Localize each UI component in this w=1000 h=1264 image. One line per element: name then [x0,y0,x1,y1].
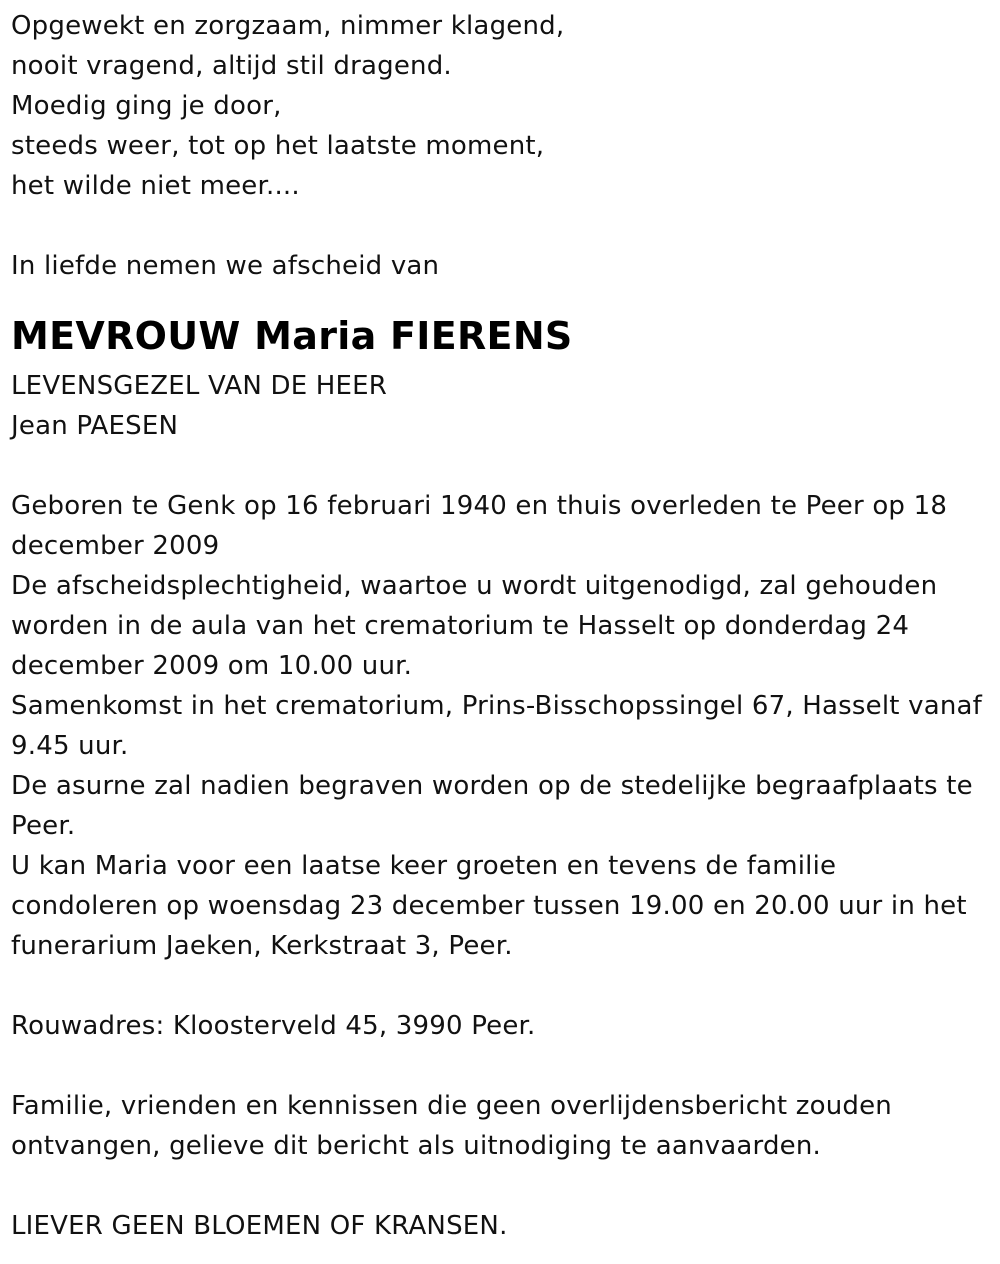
details-line: funerarium Jaeken, Kerkstraat 3, Peer. [11,931,513,961]
poem-line: steeds weer, tot op het laatste moment, [11,131,545,161]
details-line: worden in de aula van het crematorium te Hasselt op donderdag 24 [11,611,910,641]
obituary-document [11,6,991,1246]
details-line: december 2009 [11,531,220,561]
poem-line: Moedig ging je door, [11,91,282,121]
closing-text: LIEVER GEEN BLOEMEN OF KRANSEN. [11,1211,508,1241]
details-block [11,486,991,966]
details-line: De afscheidsplechtigheid, waartoe u wordt uitgenodigd, zal gehouden [11,571,938,601]
deceased-name: MEVROUW Maria FIERENS [11,314,573,358]
deceased-block [11,306,991,446]
relation-text: LEVENSGEZEL VAN DE HEER [11,371,388,401]
intro-text: In liefde nemen we afscheid van [11,251,440,281]
spacer [11,286,991,306]
details-line: U kan Maria voor een laatse keer groeten en tevens de familie [11,851,837,881]
spacer [11,206,991,246]
notice-line: ontvangen, gelieve dit bericht als uitnodiging te aanvaarden. [11,1131,821,1161]
details-line: Samenkomst in het crematorium, Prins-Bisschopssingel 67, Hasselt vanaf [11,691,983,721]
spacer [11,966,991,1006]
spacer [11,446,991,486]
spacer [11,1166,991,1206]
mourning-address: Rouwadres: Kloosterveld 45, 3990 Peer. [11,1011,536,1041]
details-line: Geboren te Genk op 16 februari 1940 en thuis overleden te Peer op 18 [11,491,948,521]
details-line: 9.45 uur. [11,731,129,761]
poem [11,6,991,206]
details-line: december 2009 om 10.00 uur. [11,651,413,681]
notice-line: Familie, vrienden en kennissen die geen overlijdensbericht zouden [11,1091,892,1121]
spacer [11,1046,991,1086]
poem-line: nooit vragend, altijd stil dragend. [11,51,452,81]
details-line: Peer. [11,811,76,841]
partner-name: Jean PAESEN [11,411,179,441]
details-line: De asurne zal nadien begraven worden op de stedelijke begraafplaats te [11,771,973,801]
notice-block [11,1086,991,1166]
poem-line: het wilde niet meer.... [11,171,300,201]
poem-line: Opgewekt en zorgzaam, nimmer klagend, [11,11,565,41]
details-line: condoleren op woensdag 23 december tussen 19.00 en 20.00 uur in het [11,891,967,921]
